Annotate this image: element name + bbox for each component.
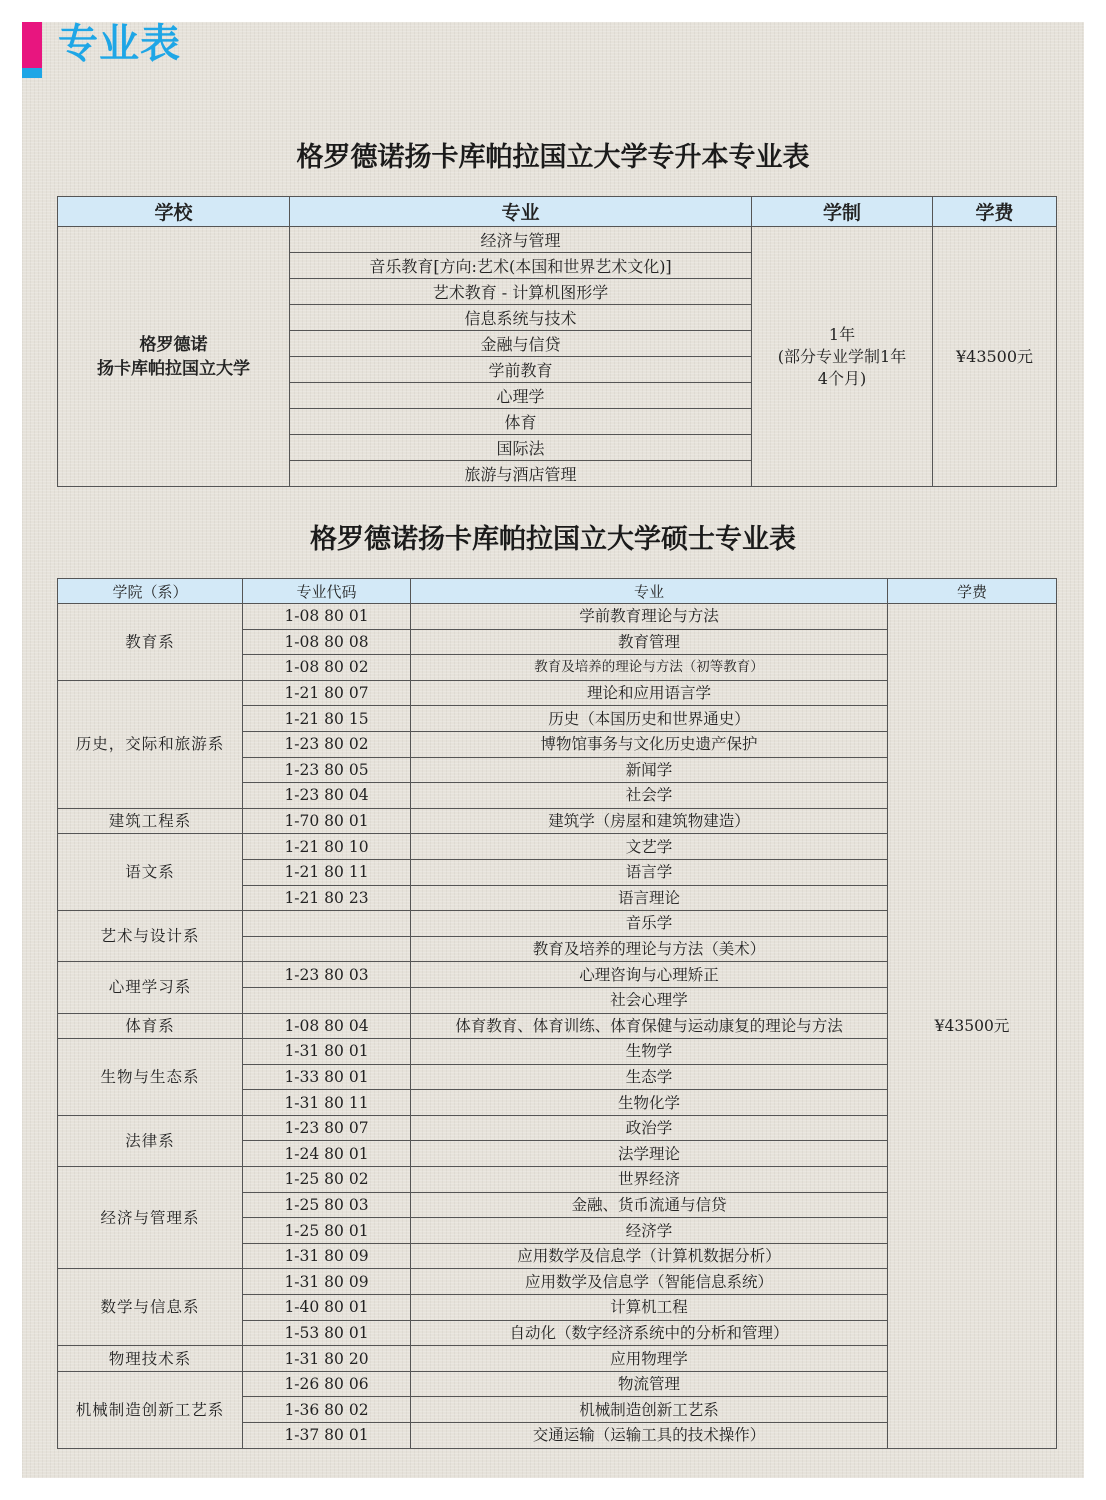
code-cell: 1-08 80 02 [243,655,411,681]
major-cell: 新闻学 [411,757,888,783]
department-cell: 历史，交际和旅游系 [58,680,243,808]
table-row [58,227,1057,253]
major-cell: 语言理论 [411,885,888,911]
code-cell: 1-31 80 09 [243,1243,411,1269]
column-header-department: 学院（系） [58,579,243,604]
code-cell: 1-21 80 15 [243,706,411,732]
major-cell: 政治学 [411,1115,888,1141]
major-cell: 理论和应用语言学 [411,680,888,706]
major-cell: 语言学 [411,859,888,885]
major-cell: 生物学 [411,1039,888,1065]
major-cell: 生物化学 [411,1090,888,1116]
major-cell: 计算机工程 [411,1295,888,1321]
major-cell: 应用物理学 [411,1346,888,1372]
major-cell: 金融、货币流通与信贷 [411,1192,888,1218]
page-header-title: 专业表 [58,21,181,67]
code-cell: 1-08 80 01 [243,604,411,630]
code-cell: 1-37 80 01 [243,1423,411,1449]
department-cell: 机械制造创新工艺系 [58,1371,243,1448]
code-cell: 1-31 80 01 [243,1039,411,1065]
code-cell: 1-21 80 23 [243,885,411,911]
code-cell: 1-31 80 09 [243,1269,411,1295]
department-cell: 经济与管理系 [58,1167,243,1269]
major-cell: 社会心理学 [411,987,888,1013]
major-cell: 信息系统与技术 [290,305,752,331]
code-cell: 1-70 80 01 [243,808,411,834]
major-cell: 体育教育、体育训练、体育保健与运动康复的理论与方法 [411,1013,888,1039]
code-cell: 1-08 80 08 [243,629,411,655]
major-cell: 旅游与酒店管理 [290,461,752,487]
major-cell: 体育 [290,409,752,435]
bachelor-majors-table [57,196,1057,487]
table-header-row [58,579,1057,604]
column-header-school: 学校 [58,197,290,227]
code-cell: 1-23 80 02 [243,731,411,757]
major-cell: 教育及培养的理论与方法（初等教育） [411,655,888,681]
column-header-major: 专业 [411,579,888,604]
major-cell: 建筑学（房屋和建筑物建造） [411,808,888,834]
major-cell: 交通运输（运输工具的技术操作） [411,1423,888,1449]
code-cell: 1-36 80 02 [243,1397,411,1423]
duration-cell [752,227,933,487]
major-cell: 金融与信贷 [290,331,752,357]
header-accent-bar [22,22,42,68]
code-cell: 1-23 80 04 [243,783,411,809]
department-cell: 法律系 [58,1115,243,1166]
major-cell: 物流管理 [411,1371,888,1397]
major-cell: 自动化（数字经济系统中的分析和管理） [411,1320,888,1346]
column-header-code: 专业代码 [243,579,411,604]
department-cell: 心理学习系 [58,962,243,1013]
duration-line3: 4个月) [817,368,867,388]
major-cell: 国际法 [290,435,752,461]
code-cell: 1-25 80 02 [243,1167,411,1193]
fee-cell: ¥43500元 [933,227,1057,487]
major-cell: 社会学 [411,783,888,809]
major-cell: 文艺学 [411,834,888,860]
code-cell: 1-23 80 07 [243,1115,411,1141]
major-cell: 学前教育理论与方法 [411,604,888,630]
code-cell: 1-24 80 01 [243,1141,411,1167]
major-cell: 经济学 [411,1218,888,1244]
major-cell: 心理学 [290,383,752,409]
column-header-fee: 学费 [888,579,1057,604]
code-cell: 1-40 80 01 [243,1295,411,1321]
school-cell [58,227,290,487]
major-cell: 机械制造创新工艺系 [411,1397,888,1423]
code-cell: 1-53 80 01 [243,1320,411,1346]
code-cell: 1-31 80 11 [243,1090,411,1116]
code-cell [243,936,411,962]
duration-line2: (部分专业学制1年 [777,346,907,366]
column-header-duration: 学制 [752,197,933,227]
department-cell: 艺术与设计系 [58,911,243,962]
code-cell: 1-21 80 11 [243,859,411,885]
table-header-row [58,197,1057,227]
major-cell: 心理咨询与心理矫正 [411,962,888,988]
department-cell: 语文系 [58,834,243,911]
header-accent-bar-blue [22,68,42,78]
code-cell: 1-26 80 06 [243,1371,411,1397]
department-cell: 生物与生态系 [58,1039,243,1116]
master-majors-table [57,578,1057,1449]
school-name-line2: 扬卡库帕拉国立大学 [97,358,250,379]
major-cell: 法学理论 [411,1141,888,1167]
code-cell [243,911,411,937]
code-cell: 1-21 80 10 [243,834,411,860]
code-cell: 1-21 80 07 [243,680,411,706]
major-cell: 音乐学 [411,911,888,937]
major-cell: 学前教育 [290,357,752,383]
major-cell: 应用数学及信息学（智能信息系统） [411,1269,888,1295]
major-cell: 世界经济 [411,1167,888,1193]
department-cell: 教育系 [58,604,243,681]
code-cell: 1-08 80 04 [243,1013,411,1039]
table-row [58,604,1057,630]
major-cell: 艺术教育 - 计算机图形学 [290,279,752,305]
major-cell: 教育管理 [411,629,888,655]
major-cell: 生态学 [411,1064,888,1090]
fee-cell: ¥43500元 [888,604,1057,1449]
department-cell: 物理技术系 [58,1346,243,1372]
code-cell: 1-25 80 03 [243,1192,411,1218]
duration-line1: 1年 [828,324,856,344]
table2-title: 格罗德诺扬卡库帕拉国立大学硕士专业表 [310,524,796,555]
department-cell: 数学与信息系 [58,1269,243,1346]
column-header-fee: 学费 [933,197,1057,227]
column-header-major: 专业 [290,197,752,227]
code-cell: 1-23 80 05 [243,757,411,783]
major-cell: 应用数学及信息学（计算机数据分析） [411,1243,888,1269]
department-cell: 建筑工程系 [58,808,243,834]
major-cell: 历史（本国历史和世界通史） [411,706,888,732]
major-cell: 教育及培养的理论与方法（美术） [411,936,888,962]
code-cell [243,987,411,1013]
major-cell: 博物馆事务与文化历史遗产保护 [411,731,888,757]
school-name-line1: 格罗德诺 [139,334,208,355]
major-cell: 音乐教育[方向:艺术(本国和世界艺术文化)] [290,253,752,279]
code-cell: 1-31 80 20 [243,1346,411,1372]
code-cell: 1-33 80 01 [243,1064,411,1090]
code-cell: 1-25 80 01 [243,1218,411,1244]
major-cell: 经济与管理 [290,227,752,253]
table1-title: 格罗德诺扬卡库帕拉国立大学专升本专业表 [296,142,810,173]
code-cell: 1-23 80 03 [243,962,411,988]
department-cell: 体育系 [58,1013,243,1039]
